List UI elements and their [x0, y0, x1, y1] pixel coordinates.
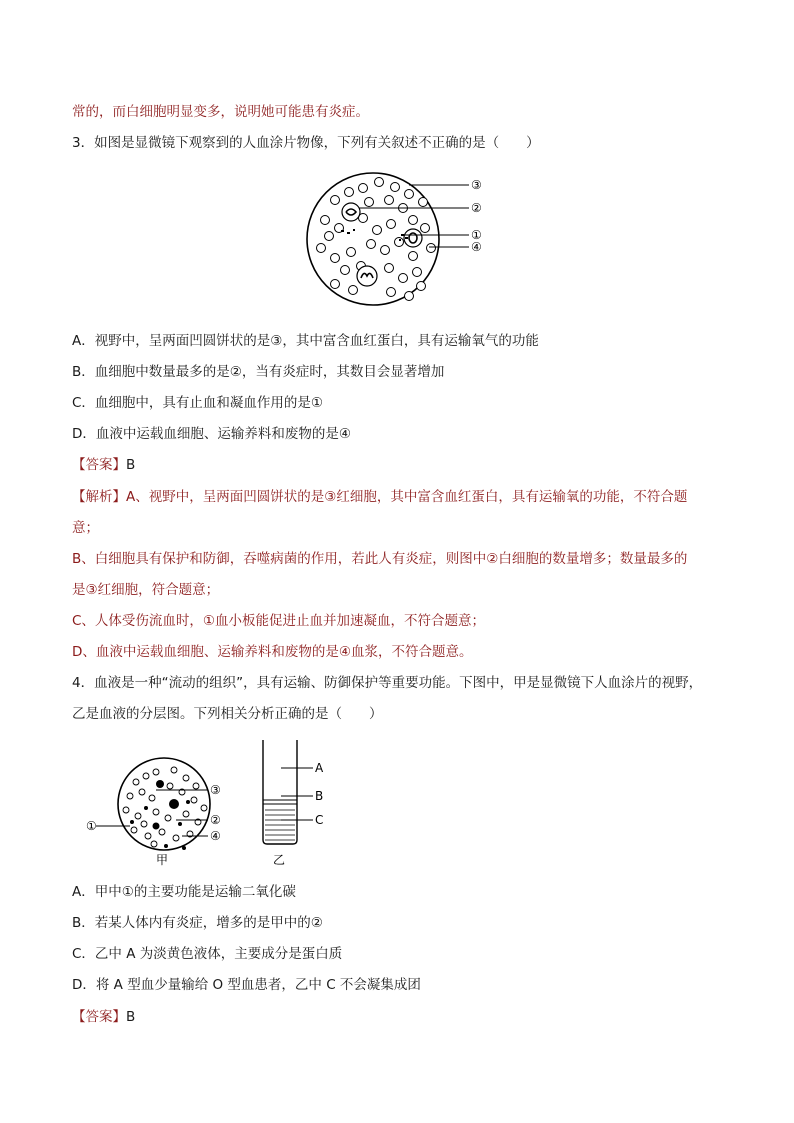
answer-value: B: [126, 1009, 136, 1025]
label-2: ②: [471, 201, 482, 215]
jia-label-3: ③: [210, 783, 221, 797]
question-4-stem-line2: 乙是血液的分层图。下列相关分析正确的是（ ）: [72, 706, 383, 722]
option-3b: B．血细胞中数量最多的是②，当有炎症时，其数目会显著增加: [72, 364, 445, 380]
answer-tag: 【答案】: [72, 1009, 126, 1025]
explanation-3-line4: 是③红细胞，符合题意；: [72, 582, 220, 598]
explanation-3-line1: [72, 487, 687, 507]
yi-label-c: C: [315, 813, 324, 827]
question-3-stem: 3．如图是显微镜下观察到的人血涂片物像，下列有关叙述不正确的是（ ）: [72, 135, 540, 151]
answer-3: [72, 455, 135, 475]
yi-caption: 乙: [273, 853, 286, 866]
jia-blood-smear-figure: [86, 752, 256, 867]
explanation-3-line3: B、白细胞具有保护和防御，吞噬病菌的作用，若此人有炎症，则图中②白细胞的数量增多；数量最多的: [72, 551, 688, 567]
explanation-3-line6: D、血液中运载血细胞、运输养料和废物的是④血浆，不符合题意。: [72, 644, 473, 660]
label-3: ③: [471, 178, 482, 192]
answer-tag: 【答案】: [72, 457, 126, 473]
option-4b: B．若某人体内有炎症，增多的是甲中的②: [72, 915, 323, 931]
yi-label-a: A: [315, 761, 324, 775]
option-4d: D．将 A 型血少量输给 O 型血患者，乙中 C 不会凝集成团: [72, 977, 421, 993]
answer-value: B: [126, 457, 136, 473]
text-line: 常的，而白细胞明显变多，说明她可能患有炎症。: [72, 104, 369, 120]
option-3c: C．血细胞中，具有止血和凝血作用的是①: [72, 395, 324, 411]
explanation-text: A、视野中，呈两面凹圆饼状的是③红细胞，其中富含血红蛋白，具有运输氧的功能，不符合题: [126, 489, 688, 505]
jia-label-4: ④: [210, 829, 221, 843]
label-4: ④: [471, 240, 482, 254]
answer-4: [72, 1007, 135, 1027]
question-4-stem-line1: 4．血液是一种“流动的组织”，具有运输、防御保护等重要功能。下图中，甲是显微镜下人血涂片的视野，: [72, 675, 703, 691]
option-3a: A．视野中，呈两面凹圆饼状的是③，其中富含血红蛋白，具有运输氧气的功能: [72, 333, 539, 349]
jia-caption: 甲: [156, 853, 169, 867]
explanation-3-line2: 意；: [72, 520, 99, 536]
jia-label-1: ①: [86, 819, 97, 833]
yi-test-tube-figure: [255, 736, 345, 866]
yi-label-b: B: [315, 789, 324, 803]
explanation-3-line5: C、人体受伤流血时，①血小板能促进止血并加速凝血，不符合题意；: [72, 613, 486, 629]
option-4a: A．甲中①的主要功能是运输二氧化碳: [72, 884, 296, 900]
option-4c: C．乙中 A 为淡黄色液体，主要成分是蛋白质: [72, 946, 343, 962]
jia-label-2: ②: [210, 813, 221, 827]
blood-smear-figure: [305, 160, 495, 320]
option-3d: D．血液中运载血细胞、运输养料和废物的是④: [72, 426, 351, 442]
label-1: ①: [471, 228, 482, 242]
explanation-tag: 【解析】: [72, 489, 126, 505]
